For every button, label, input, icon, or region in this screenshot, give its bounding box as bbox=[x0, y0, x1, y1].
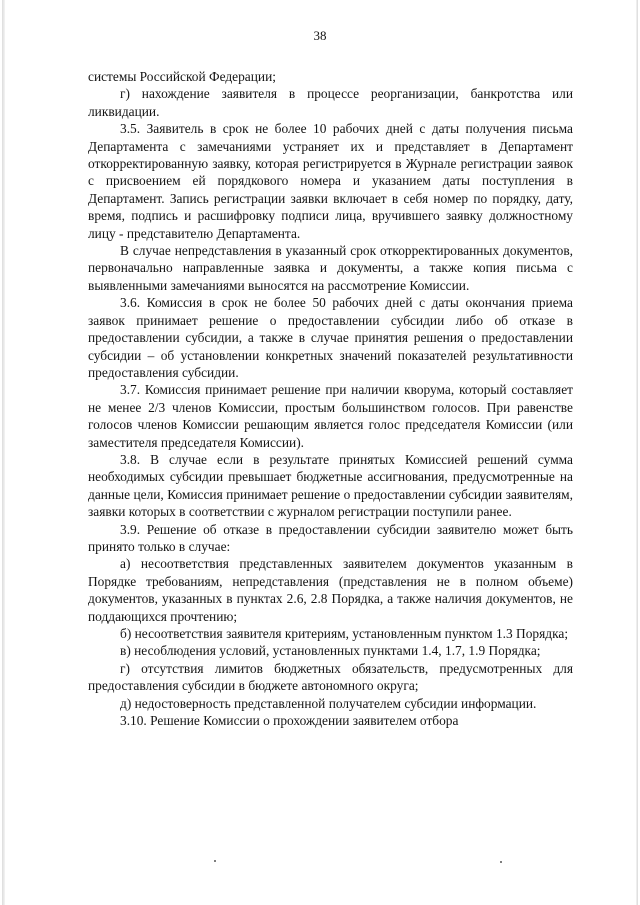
paragraph: системы Российской Федерации; bbox=[88, 69, 276, 84]
document-body bbox=[88, 68, 573, 729]
paragraph: В случае непредставления в указанный срок откорректированных документов, первоначально направленные заявка и документы, а также копия письма с выявленными замечаниями выносятся на рассмотрение Комиссии. bbox=[88, 243, 573, 293]
paragraph: г) отсутствия лимитов бюджетных обязательств, предусмотренных для предоставления субсидии в бюджете автономного округа; bbox=[88, 660, 573, 694]
paragraph: 3.10. Решение Комиссии о прохождении заявителем отбора bbox=[120, 713, 459, 729]
paragraph: 3.6. Комиссия в срок не более 50 рабочих дней с даты окончания приема заявок принимает решение о предоставлении субсидии либо об отказе в предоставлении субсидии, а также в случае принятия решения о предоставлении субсидии – об установлении конкретных значений показателей результативности предоставления субсидии. bbox=[88, 295, 573, 380]
paragraph: б) несоответствия заявителя критериям, установленным пунктом 1.3 Порядка; bbox=[120, 626, 569, 641]
scan-speck bbox=[214, 860, 216, 862]
scan-specks bbox=[0, 858, 640, 866]
paragraph: 3.5. Заявитель в срок не более 10 рабочих дней с даты получения письма Департамента с замечаниями устраняет их и представляет в Департамент откорректированную заявку, которая регистрируется в Журнале регистрации заявок с присвоением ей порядкового номера и указанием даты поступления в Департамент. Запись регистрации заявки включает в себя номер по порядку, дату, время, подпись и расшифровку подписи лица, вручившего заявку должностному лицу - представителю Департамента. bbox=[88, 121, 573, 241]
paragraph: в) несоблюдения условий, установленных пунктами 1.4, 1.7, 1.9 Порядка; bbox=[120, 643, 541, 659]
paragraph: 3.7. Комиссия принимает решение при наличии кворума, который составляет не менее 2/3 членов Комиссии, простым большинством голосов. При равенстве голосов членов Комиссии решающим является голос председателя Комиссии (или заместителя председателя Комиссии). bbox=[88, 382, 573, 450]
scan-speck bbox=[500, 861, 502, 863]
page-edge-shadow-right bbox=[636, 0, 638, 905]
paragraph: г) нахождение заявителя в процессе реорганизации, банкротства или ликвидации. bbox=[88, 86, 573, 119]
paragraph: д) недостоверность представленной получателем субсидии информации. bbox=[120, 695, 537, 711]
paragraph: а) несоответствия представленных заявителем документов указанным в Порядке требованиям, непредставления (представления не в полном объеме) документов, указанных в пунктах 2.6, 2.8 Порядка, а также наличия документов, не поддающихся прочтению; bbox=[88, 556, 573, 624]
page-edge-shadow-left bbox=[2, 0, 5, 905]
paragraph: 3.9. Решение об отказе в предоставлении субсидии заявителю может быть принято только в случае: bbox=[88, 521, 573, 554]
paragraph: 3.8. В случае если в результате принятых Комиссией решений сумма необходимых субсидии превышает бюджетные ассигнования, предусмотренные на данные цели, Комиссия принимает решение о предоставлении субсидии заявителям, заявки которых в соответствии с журналом регистрации поступили ранее. bbox=[88, 451, 573, 520]
page-number: 38 bbox=[313, 28, 327, 43]
